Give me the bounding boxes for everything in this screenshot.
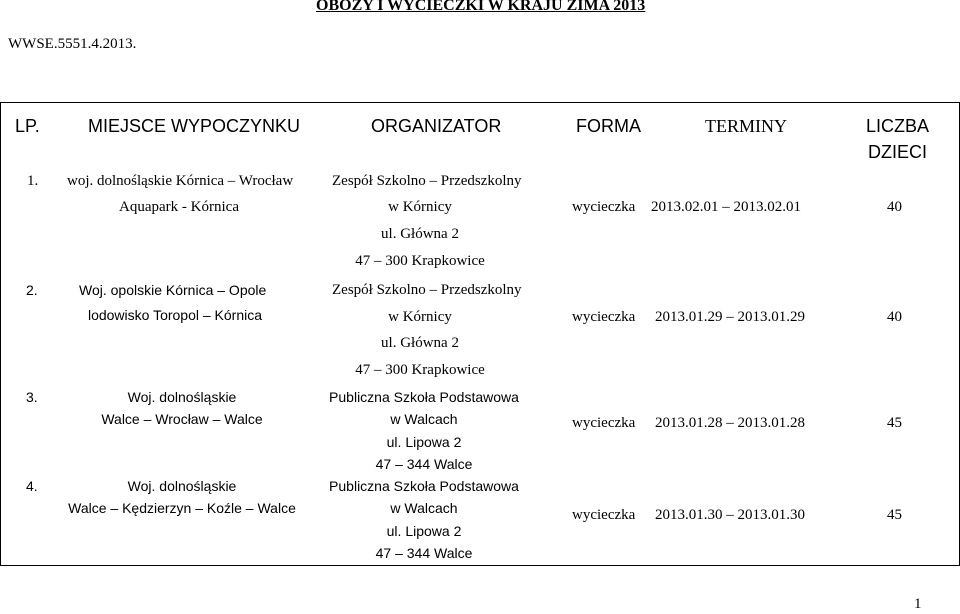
row-org-line2: w Kórnicy [388, 199, 452, 215]
row-terms: 2013.01.30 – 2013.01.30 [655, 507, 805, 523]
row-org-line2: w Walcach [390, 411, 458, 427]
row-terms: 2013.01.28 – 2013.01.28 [655, 415, 805, 431]
row-place-line1: Woj. opolskie Kórnica – Opole [79, 282, 267, 298]
row-org-line4: 47 – 344 Walce [375, 545, 473, 561]
row-form: wycieczka [572, 309, 636, 325]
row-org-line1: Publiczna Szkoła Podstawowa [329, 478, 519, 494]
row-terms: 2013.02.01 – 2013.02.01 [651, 199, 801, 215]
row-org-line1: Zespół Szkolno – Przedszkolny [332, 282, 522, 298]
row-form: wycieczka [572, 199, 636, 215]
row-org-line4: 47 – 300 Krapkowice [355, 362, 485, 378]
header-terms: TERMINY [705, 116, 787, 136]
row-org-line1: Zespół Szkolno – Przedszkolny [332, 173, 522, 189]
header-count-line2: DZIECI [868, 142, 928, 162]
row-lp: 4. [26, 478, 38, 494]
reference-number: WWSE.5551.4.2013. [8, 36, 137, 52]
row-org-line2: w Walcach [390, 500, 458, 516]
header-form: FORMA [576, 116, 641, 136]
page-number: 1 [914, 596, 922, 612]
header-organizer: ORGANIZATOR [371, 116, 502, 136]
row-place-line1: Woj. dolnośląskie [127, 389, 237, 405]
row-place-line2: Walce – Wrocław – Walce [101, 411, 263, 427]
row-org-line3: ul. Główna 2 [381, 335, 459, 351]
row-count: 40 [887, 199, 902, 215]
page-title: OBOZY I WYCIECZKI W KRAJU ZIMA 2013 [316, 0, 646, 14]
row-org-line3: ul. Lipowa 2 [386, 434, 462, 450]
row-place-line1: woj. dolnośląskie Kórnica – Wrocław [67, 173, 294, 189]
row-org-line4: 47 – 344 Walce [375, 456, 473, 472]
header-lp: LP. [15, 116, 40, 136]
header-place: MIEJSCE WYPOCZYNKU [88, 116, 301, 136]
row-count: 45 [887, 415, 902, 431]
row-org-line2: w Kórnicy [388, 309, 452, 325]
row-place-line1: Woj. dolnośląskie [127, 478, 237, 494]
row-terms: 2013.01.29 – 2013.01.29 [655, 309, 805, 325]
row-form: wycieczka [572, 415, 636, 431]
header-count-line1: LICZBA [866, 116, 930, 136]
row-count: 45 [887, 507, 902, 523]
row-count: 40 [887, 309, 902, 325]
row-place-line2: lodowisko Toropol – Kórnica [87, 307, 263, 323]
row-org-line3: ul. Lipowa 2 [386, 523, 462, 539]
row-place-line2: Walce – Kędzierzyn – Koźle – Walce [68, 500, 296, 516]
row-lp: 1. [27, 173, 39, 189]
row-org-line3: ul. Główna 2 [381, 226, 459, 242]
row-place-line2: Aquapark - Kórnica [119, 199, 239, 215]
row-org-line1: Publiczna Szkoła Podstawowa [329, 389, 519, 405]
row-lp: 3. [26, 389, 38, 405]
row-org-line4: 47 – 300 Krapkowice [355, 253, 485, 269]
row-lp: 2. [26, 282, 38, 298]
row-form: wycieczka [572, 507, 636, 523]
